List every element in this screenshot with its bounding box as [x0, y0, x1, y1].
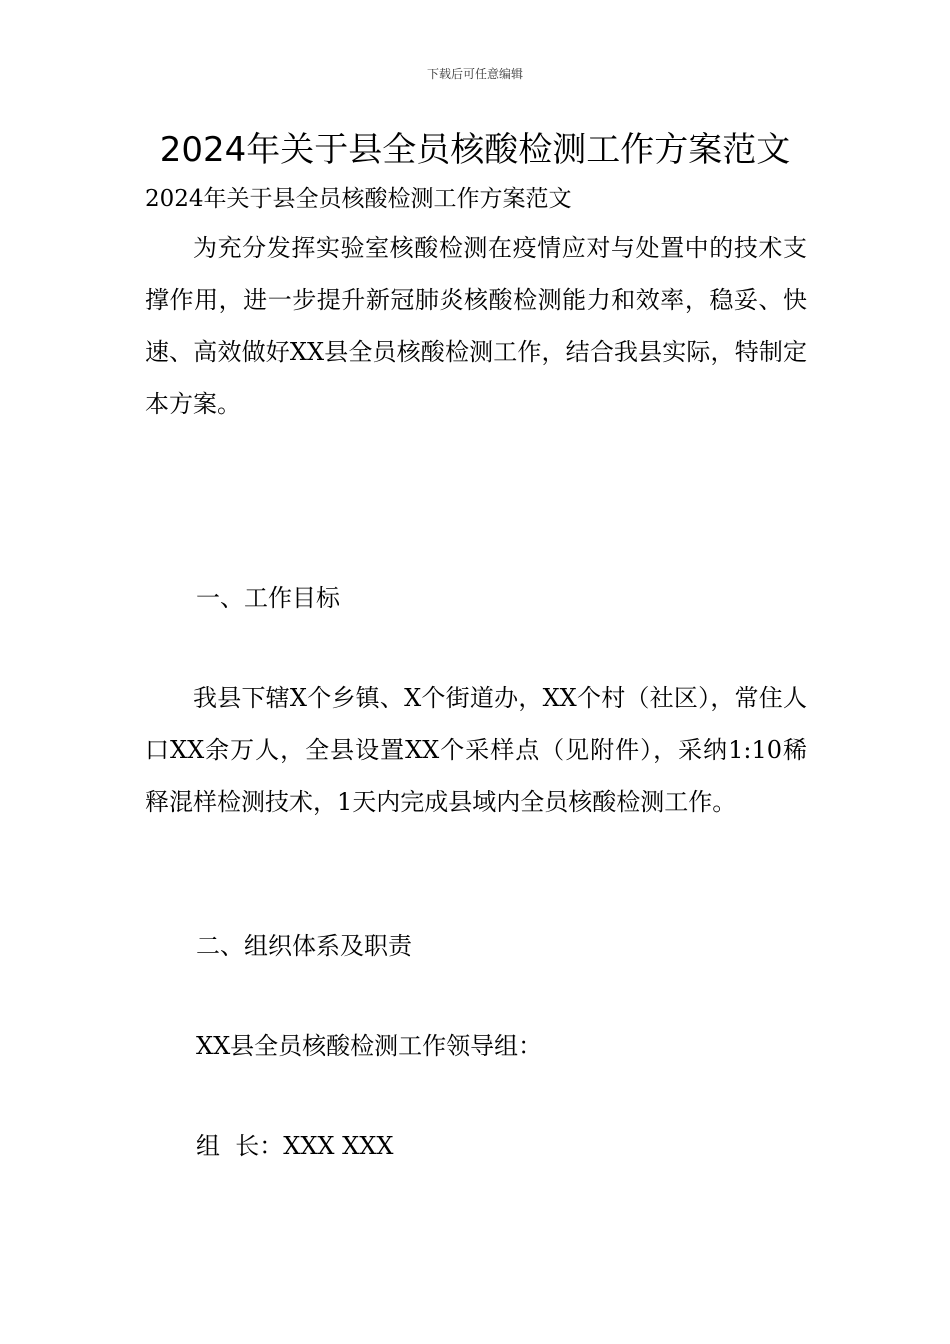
group-leader-line: 组 长：XXX XXX: [196, 1132, 394, 1160]
document-title: 2024年关于县全员核酸检测工作方案范文: [159, 130, 791, 170]
leading-group-label: XX县全员核酸检测工作领导组：: [196, 1032, 543, 1060]
header-note: 下载后可任意编辑: [426, 67, 523, 81]
document-subtitle: 2024年关于县全员核酸检测工作方案范文: [145, 186, 572, 212]
intro-paragraph: 为充分发挥实验室核酸检测在疫情应对与处置中的技术支撑作用，进一步提升新冠肺炎核酸检测能力和效率，稳妥、快速、高效做好XX县全员核酸检测工作，结合我县实际，特制定本方案。: [145, 234, 807, 418]
section-heading-organization: 二、组织体系及职责: [196, 932, 412, 960]
work-goals-paragraph: 我县下辖X个乡镇、X个街道办，XX个村（社区），常住人口XX余万人，全县设置XX个采样点（见附件），采纳1:10稀释混样检测技术，1天内完成县域内全员核酸检测工作。: [145, 684, 807, 816]
section-heading-work-goals: 一、工作目标: [196, 584, 340, 612]
